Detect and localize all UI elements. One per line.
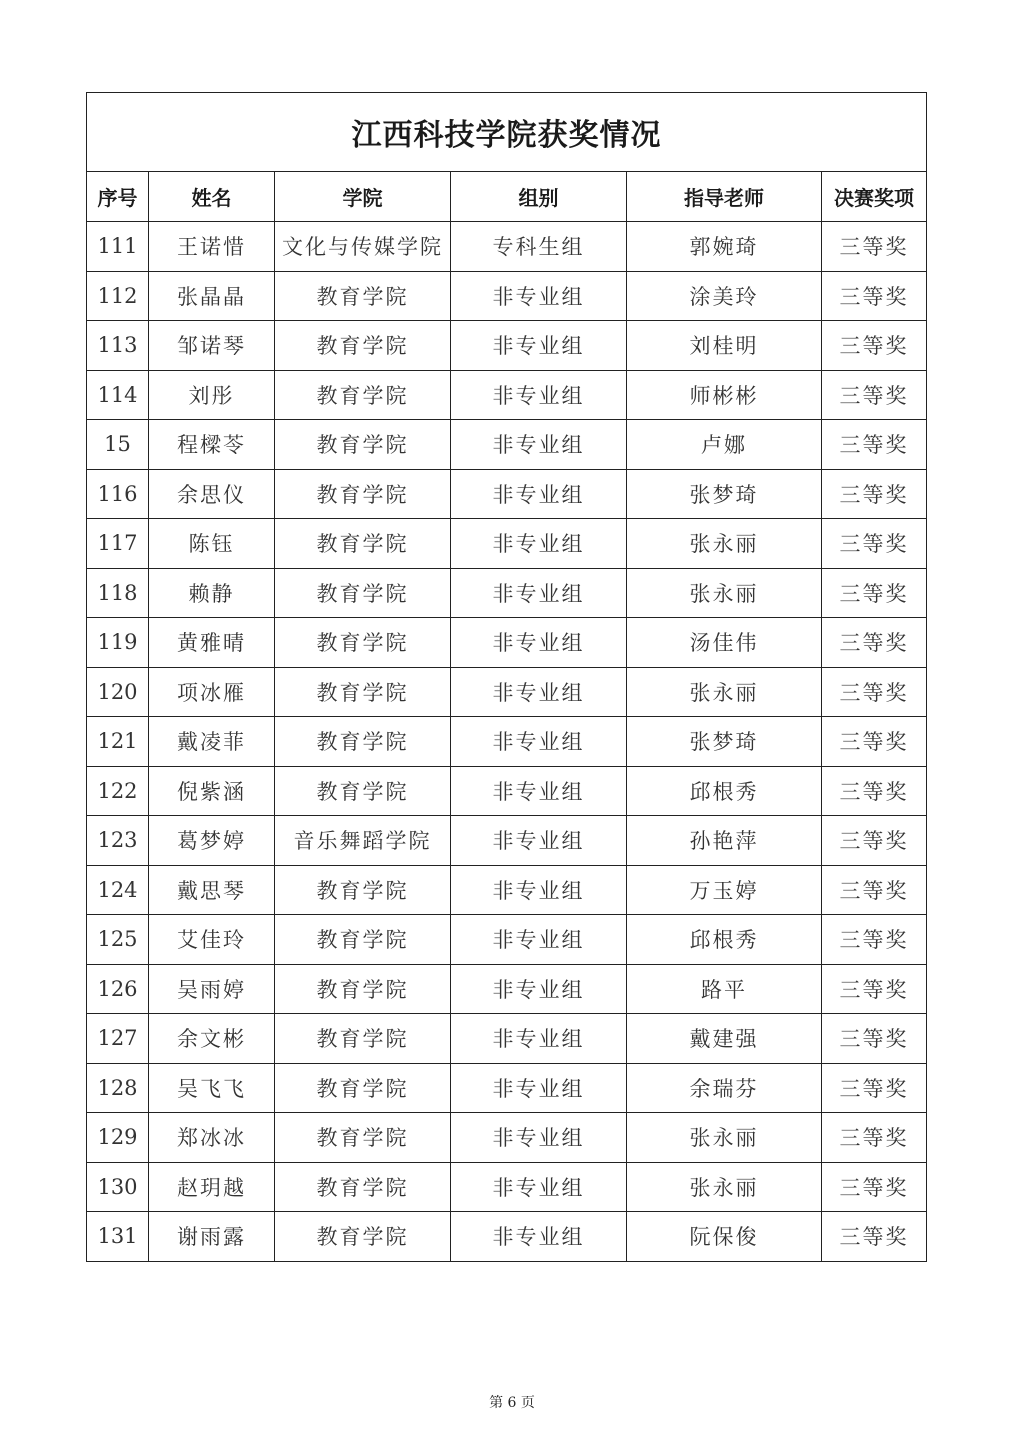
table-row: [87, 865, 927, 915]
row-name: 项冰雁: [149, 667, 275, 717]
page-number: 第 6 页: [489, 1395, 535, 1411]
row-college: 教育学院: [275, 915, 451, 965]
row-group: 非专业组: [451, 271, 627, 321]
row-index: 122: [87, 766, 149, 816]
row-name: 黄雅晴: [149, 618, 275, 668]
row-advisor: 阮保俊: [627, 1212, 822, 1262]
row-group: 非专业组: [451, 1212, 627, 1262]
row-college: 音乐舞蹈学院: [275, 816, 451, 866]
table-row: [87, 370, 927, 420]
row-index: 112: [87, 271, 149, 321]
header-index: 序号: [87, 172, 149, 222]
table-row: [87, 964, 927, 1014]
row-college: 文化与传媒学院: [275, 222, 451, 272]
row-advisor: 戴建强: [627, 1014, 822, 1064]
row-award: 三等奖: [822, 667, 927, 717]
table-row: [87, 321, 927, 371]
row-advisor: 卢娜: [627, 420, 822, 470]
table-row: [87, 618, 927, 668]
row-index: 121: [87, 717, 149, 767]
row-name: 余文彬: [149, 1014, 275, 1064]
header-row: [87, 172, 927, 222]
row-award: 三等奖: [822, 865, 927, 915]
row-advisor: 郭婉琦: [627, 222, 822, 272]
row-name: 王诺惜: [149, 222, 275, 272]
row-award: 三等奖: [822, 618, 927, 668]
row-advisor: 路平: [627, 964, 822, 1014]
table-row: [87, 816, 927, 866]
row-award: 三等奖: [822, 420, 927, 470]
row-award: 三等奖: [822, 964, 927, 1014]
row-name: 艾佳玲: [149, 915, 275, 965]
row-college: 教育学院: [275, 469, 451, 519]
row-name: 刘彤: [149, 370, 275, 420]
row-advisor: 张永丽: [627, 1113, 822, 1163]
row-index: 113: [87, 321, 149, 371]
row-advisor: 孙艳萍: [627, 816, 822, 866]
row-advisor: 张永丽: [627, 667, 822, 717]
row-college: 教育学院: [275, 964, 451, 1014]
row-group: 非专业组: [451, 865, 627, 915]
table-row: [87, 915, 927, 965]
row-index: 118: [87, 568, 149, 618]
row-group: 非专业组: [451, 1063, 627, 1113]
row-award: 三等奖: [822, 816, 927, 866]
row-index: 15: [87, 420, 149, 470]
row-name: 张晶晶: [149, 271, 275, 321]
table-row: [87, 1063, 927, 1113]
row-group: 非专业组: [451, 618, 627, 668]
row-index: 117: [87, 519, 149, 569]
row-name: 郑冰冰: [149, 1113, 275, 1163]
row-name: 邹诺琴: [149, 321, 275, 371]
row-college: 教育学院: [275, 1063, 451, 1113]
row-index: 127: [87, 1014, 149, 1064]
row-award: 三等奖: [822, 717, 927, 767]
row-college: 教育学院: [275, 1212, 451, 1262]
table-row: [87, 271, 927, 321]
row-award: 三等奖: [822, 222, 927, 272]
row-group: 非专业组: [451, 1113, 627, 1163]
row-award: 三等奖: [822, 766, 927, 816]
row-index: 126: [87, 964, 149, 1014]
row-group: 非专业组: [451, 1162, 627, 1212]
row-group: 非专业组: [451, 469, 627, 519]
row-group: 非专业组: [451, 519, 627, 569]
row-name: 戴思琴: [149, 865, 275, 915]
row-name: 赖静: [149, 568, 275, 618]
table-row: [87, 1212, 927, 1262]
row-index: 114: [87, 370, 149, 420]
table-row: [87, 222, 927, 272]
row-name: 吴飞飞: [149, 1063, 275, 1113]
table-row: [87, 667, 927, 717]
row-group: 专科生组: [451, 222, 627, 272]
row-advisor: 邱根秀: [627, 766, 822, 816]
row-award: 三等奖: [822, 1113, 927, 1163]
table-title: 江西科技学院获奖情况: [87, 93, 927, 172]
row-name: 程樑苓: [149, 420, 275, 470]
row-name: 葛梦婷: [149, 816, 275, 866]
row-index: 124: [87, 865, 149, 915]
row-name: 余思仪: [149, 469, 275, 519]
row-award: 三等奖: [822, 1212, 927, 1262]
row-college: 教育学院: [275, 321, 451, 371]
row-index: 129: [87, 1113, 149, 1163]
row-group: 非专业组: [451, 568, 627, 618]
row-index: 119: [87, 618, 149, 668]
row-college: 教育学院: [275, 420, 451, 470]
row-advisor: 张梦琦: [627, 469, 822, 519]
header-group: 组别: [451, 172, 627, 222]
row-award: 三等奖: [822, 915, 927, 965]
row-name: 谢雨露: [149, 1212, 275, 1262]
row-index: 111: [87, 222, 149, 272]
row-group: 非专业组: [451, 420, 627, 470]
header-college: 学院: [275, 172, 451, 222]
row-college: 教育学院: [275, 618, 451, 668]
row-name: 吴雨婷: [149, 964, 275, 1014]
row-name: 倪紫涵: [149, 766, 275, 816]
row-college: 教育学院: [275, 667, 451, 717]
row-award: 三等奖: [822, 271, 927, 321]
row-college: 教育学院: [275, 717, 451, 767]
row-award: 三等奖: [822, 519, 927, 569]
header-award: 决赛奖项: [822, 172, 927, 222]
row-advisor: 刘桂明: [627, 321, 822, 371]
row-group: 非专业组: [451, 321, 627, 371]
table-row: [87, 717, 927, 767]
header-advisor: 指导老师: [627, 172, 822, 222]
row-name: 赵玥越: [149, 1162, 275, 1212]
row-award: 三等奖: [822, 568, 927, 618]
row-advisor: 邱根秀: [627, 915, 822, 965]
row-college: 教育学院: [275, 370, 451, 420]
table-row: [87, 1162, 927, 1212]
row-group: 非专业组: [451, 717, 627, 767]
row-award: 三等奖: [822, 1063, 927, 1113]
row-advisor: 张永丽: [627, 1162, 822, 1212]
row-index: 123: [87, 816, 149, 866]
row-advisor: 涂美玲: [627, 271, 822, 321]
row-group: 非专业组: [451, 816, 627, 866]
row-advisor: 张永丽: [627, 519, 822, 569]
row-award: 三等奖: [822, 469, 927, 519]
table-row: [87, 519, 927, 569]
row-award: 三等奖: [822, 321, 927, 371]
row-college: 教育学院: [275, 519, 451, 569]
row-name: 戴凌菲: [149, 717, 275, 767]
row-index: 120: [87, 667, 149, 717]
row-group: 非专业组: [451, 964, 627, 1014]
row-index: 130: [87, 1162, 149, 1212]
awards-table: [86, 92, 927, 1262]
row-award: 三等奖: [822, 1162, 927, 1212]
row-advisor: 师彬彬: [627, 370, 822, 420]
table-body: [87, 222, 927, 1262]
row-college: 教育学院: [275, 1014, 451, 1064]
row-advisor: 张永丽: [627, 568, 822, 618]
table-row: [87, 1113, 927, 1163]
header-name: 姓名: [149, 172, 275, 222]
row-college: 教育学院: [275, 1162, 451, 1212]
table-row: [87, 568, 927, 618]
row-award: 三等奖: [822, 370, 927, 420]
row-college: 教育学院: [275, 271, 451, 321]
row-college: 教育学院: [275, 568, 451, 618]
table-row: [87, 469, 927, 519]
table-row: [87, 1014, 927, 1064]
row-advisor: 万玉婷: [627, 865, 822, 915]
row-group: 非专业组: [451, 766, 627, 816]
row-college: 教育学院: [275, 865, 451, 915]
row-index: 125: [87, 915, 149, 965]
row-group: 非专业组: [451, 370, 627, 420]
row-group: 非专业组: [451, 1014, 627, 1064]
row-advisor: 汤佳伟: [627, 618, 822, 668]
row-group: 非专业组: [451, 667, 627, 717]
row-group: 非专业组: [451, 915, 627, 965]
row-college: 教育学院: [275, 1113, 451, 1163]
row-advisor: 张梦琦: [627, 717, 822, 767]
row-award: 三等奖: [822, 1014, 927, 1064]
row-index: 131: [87, 1212, 149, 1262]
row-name: 陈钰: [149, 519, 275, 569]
row-index: 116: [87, 469, 149, 519]
row-advisor: 余瑞芬: [627, 1063, 822, 1113]
row-index: 128: [87, 1063, 149, 1113]
row-college: 教育学院: [275, 766, 451, 816]
table-row: [87, 420, 927, 470]
table-row: [87, 766, 927, 816]
